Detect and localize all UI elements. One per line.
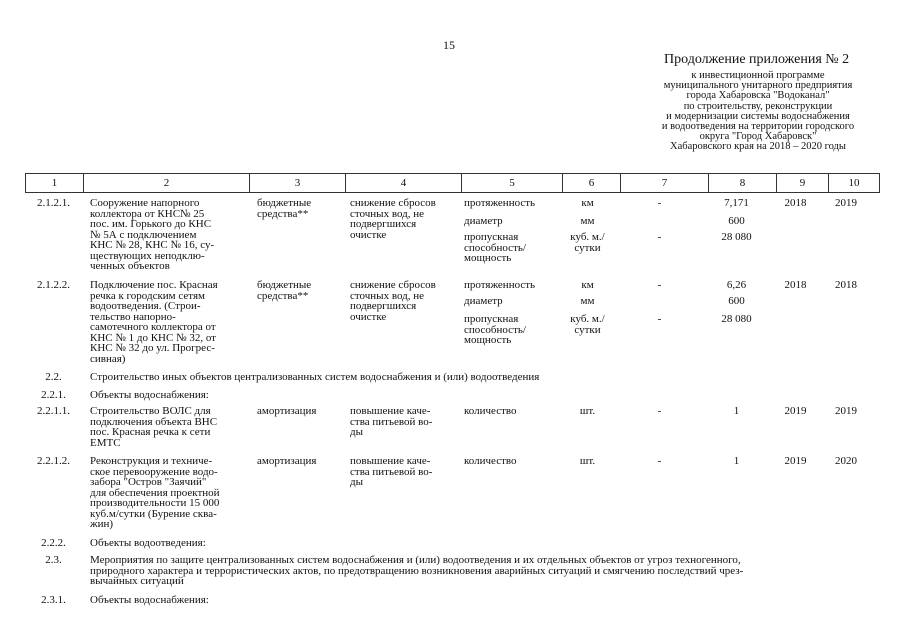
indicator-value: 7,171 [724, 197, 749, 209]
section-title-line: Объекты водоснабжения: [90, 389, 209, 401]
start-year: 2019 [784, 405, 807, 417]
indicator-unit-line: мм [580, 215, 595, 227]
item-number: 2.1.2.2. [37, 279, 70, 291]
indicator-name-line: способность/ [464, 323, 526, 336]
expected-effect-line: очистке [350, 310, 387, 323]
indicator-unit-line: сутки [574, 323, 601, 336]
indicator-unit-line: км [581, 279, 594, 291]
expected-effect [350, 198, 460, 240]
indicator-unit-line: шт. [579, 455, 596, 467]
item-name-line: Сооружение напорного [90, 197, 200, 209]
item-name-line: № 5А с подключением [90, 228, 197, 241]
section-title [90, 538, 880, 549]
item-number: 2.2.1.1. [37, 405, 70, 417]
funding-source [257, 280, 347, 301]
indicator-name-line: способность/ [464, 241, 526, 254]
indicator-value: 1 [733, 455, 740, 467]
column-header: 4 [346, 174, 462, 193]
column-header: 8 [709, 174, 777, 193]
indicator-unit [559, 280, 616, 291]
subtitle-line: к инвестиционной программе [691, 70, 825, 81]
item-name-line: для обеспечения проектной [90, 486, 220, 499]
subtitle-line: города Хабаровска "Водоканал" [686, 90, 830, 102]
indicator-col7: - [657, 197, 662, 209]
expected-effect [350, 280, 460, 322]
funding-source-line: средства** [257, 207, 309, 220]
item-name-line: КНС № 28, КНС № 16, су- [90, 239, 215, 251]
indicator-name-line: количество [464, 455, 517, 467]
funding-source-line: средства** [257, 289, 309, 302]
indicator-name [464, 280, 559, 291]
expected-effect-line: сточных вод, не [350, 289, 424, 302]
section-title [90, 595, 880, 606]
section-number: 2.2.1. [41, 389, 66, 401]
column-header: 9 [777, 174, 829, 193]
funding-source [257, 456, 347, 467]
indicator-name-line: мощность [464, 334, 512, 346]
section-title-line: Объекты водоснабжения: [90, 594, 209, 606]
indicator-name-line: количество [464, 405, 517, 417]
item-name-line: ществующих неподклю- [90, 249, 205, 262]
indicator-unit [559, 198, 616, 209]
continuation-title: Продолжение приложения № 2 [664, 52, 850, 67]
item-name-line: пос. Красная речка к сети [90, 426, 211, 438]
expected-effect-line: сточных вод, не [350, 207, 424, 220]
indicator-name-line: протяженность [464, 279, 536, 291]
indicator-value: 28 080 [721, 231, 752, 243]
subtitle-line: по строительству, реконструкции [683, 100, 833, 112]
column-header: 3 [250, 174, 346, 193]
indicator-value: 600 [728, 295, 745, 307]
item-name-line: ское перевооружение водо- [90, 465, 218, 478]
expected-effect-line: повышение каче- [350, 405, 431, 417]
expected-effect-line: ды [350, 426, 363, 438]
indicator-unit [559, 314, 616, 335]
expected-effect [350, 456, 460, 488]
column-header: 7 [621, 174, 709, 193]
item-name-line: забора "Остров "Заячий" [90, 476, 207, 488]
expected-effect [350, 406, 460, 438]
funding-source-line: амортизация [257, 405, 317, 417]
item-name-line: пос. им. Горького до КНС [90, 218, 212, 230]
column-header: 2 [84, 174, 250, 193]
indicator-unit [559, 456, 616, 467]
indicator-value: 1 [733, 405, 740, 417]
expected-effect-line: подвергшихся [350, 300, 417, 312]
subtitle-line: муниципального унитарного предприятия [663, 80, 853, 92]
indicator-name-line: мощность [464, 252, 512, 264]
indicator-name [464, 216, 559, 227]
subtitle-line: и водоотведения на территории городского [661, 121, 855, 133]
expected-effect-line: снижение сбросов [350, 279, 436, 291]
indicator-unit-line: сутки [574, 241, 601, 254]
indicator-name-line: пропускная [464, 313, 519, 325]
item-name [90, 198, 250, 272]
indicator-name-line: пропускная [464, 231, 519, 243]
item-name-line: Строительство ВОЛС для [90, 405, 211, 417]
section-title-line: природного характера и террористических актов, по предотвращению возникновения аварийных ситуаций и смягчению последствий чрез- [90, 564, 744, 577]
section-number: 2.2.2. [41, 537, 66, 549]
column-header: 1 [26, 174, 84, 193]
indicator-unit [559, 296, 616, 307]
indicator-col7: - [657, 455, 662, 467]
indicator-name [464, 198, 559, 209]
indicator-name [464, 314, 559, 346]
item-number: 2.1.2.1. [37, 197, 70, 209]
end-year: 2019 [835, 197, 857, 209]
indicator-unit-line: куб. м./ [570, 313, 605, 325]
item-name-line: сивная) [90, 352, 126, 365]
section-title-line: Строительство иных объектов централизованных систем водоснабжения и (или) водоотведения [90, 371, 540, 383]
indicator-unit-line: куб. м./ [570, 231, 605, 243]
item-name-line: производительности 15 000 [90, 497, 220, 509]
item-name-line: подключения объекта ВНС [90, 415, 218, 428]
section-title-line: Объекты водоотведения: [90, 537, 206, 549]
expected-effect-line: ства питьевой во- [350, 415, 433, 428]
item-name-line: ЕМТС [90, 436, 121, 449]
indicator-unit [559, 216, 616, 227]
start-year: 2018 [784, 197, 807, 209]
item-name-line: КНС № 1 до КНС № 32, от [90, 331, 216, 344]
funding-source-line: бюджетные [257, 279, 312, 291]
indicator-value: 28 080 [721, 313, 752, 325]
funding-source [257, 198, 347, 219]
page-number: 15 [443, 38, 455, 52]
column-header-row [25, 173, 880, 193]
indicator-name [464, 406, 559, 417]
indicator-value: 600 [728, 215, 745, 227]
item-name [90, 280, 250, 364]
item-name-line: ченных объектов [90, 260, 170, 272]
indicator-name-line: диаметр [464, 215, 503, 227]
column-header: 5 [462, 174, 563, 193]
expected-effect-line: очистке [350, 228, 387, 241]
expected-effect-line: ства питьевой во- [350, 465, 433, 478]
item-name-line: тельство напорно- [90, 310, 176, 323]
end-year: 2018 [835, 279, 857, 291]
indicator-value: 6,26 [726, 279, 747, 291]
section-number: 2.3. [45, 554, 62, 566]
subtitle-line: и модернизации системы водоснабжения [666, 110, 850, 122]
section-title [90, 390, 880, 401]
item-name-line: куб.м/сутки (Бурение сква- [90, 507, 217, 520]
expected-effect-line: подвергшихся [350, 218, 417, 230]
funding-source-line: бюджетные [257, 197, 312, 209]
start-year: 2019 [784, 455, 807, 467]
indicator-name-line: протяженность [464, 197, 536, 209]
item-number: 2.2.1.2. [37, 455, 70, 467]
funding-source-line: амортизация [257, 455, 317, 467]
expected-effect-line: снижение сбросов [350, 197, 436, 209]
funding-source [257, 406, 347, 417]
indicator-unit-line: км [581, 197, 594, 209]
section-number: 2.3.1. [41, 594, 66, 606]
end-year: 2019 [835, 405, 857, 417]
start-year: 2018 [784, 279, 807, 291]
indicator-name-line: диаметр [464, 295, 503, 307]
appendix-subtitle [640, 71, 876, 153]
expected-effect-line: ды [350, 476, 363, 488]
item-name-line: самотечного коллектора от [90, 321, 216, 333]
subtitle-line: Хабаровского края на 2018 – 2020 годы [670, 141, 846, 153]
subtitle-line: округа "Город Хабаровск" [699, 131, 817, 143]
item-name-line: коллектора от КНС№ 25 [90, 207, 205, 220]
item-name-line: водоотведения. (Строи- [90, 300, 201, 312]
item-name-line: Подключение пос. Красная [90, 279, 218, 291]
item-name-line: жин) [90, 518, 114, 530]
column-header: 10 [829, 174, 880, 193]
item-name [90, 456, 250, 530]
indicator-name [464, 296, 559, 307]
item-name-line: речка к городским сетям [90, 289, 205, 302]
indicator-unit [559, 232, 616, 253]
indicator-unit-line: шт. [579, 405, 596, 417]
item-name-line: Реконструкция и техниче- [90, 455, 213, 467]
item-name [90, 406, 250, 448]
indicator-col7: - [657, 313, 662, 325]
item-name-line: КНС № 32 до ул. Прогрес- [90, 342, 215, 354]
indicator-unit-line: мм [580, 295, 595, 307]
end-year: 2020 [835, 455, 857, 467]
indicator-col7: - [657, 231, 662, 243]
section-title-line: вычайных ситуаций [90, 575, 184, 587]
section-title-line: Мероприятия по защите централизованных систем водоснабжения и (или) водоотведения и их отдельных объектов от угроз техногенного, [90, 554, 741, 566]
indicator-name [464, 232, 559, 264]
indicator-unit [559, 406, 616, 417]
indicator-name [464, 456, 559, 467]
indicator-col7: - [657, 405, 662, 417]
section-title [90, 555, 880, 587]
section-title [90, 372, 880, 383]
column-header: 6 [563, 174, 621, 193]
indicator-col7: - [657, 279, 662, 291]
expected-effect-line: повышение каче- [350, 455, 431, 467]
section-number: 2.2. [45, 371, 62, 383]
